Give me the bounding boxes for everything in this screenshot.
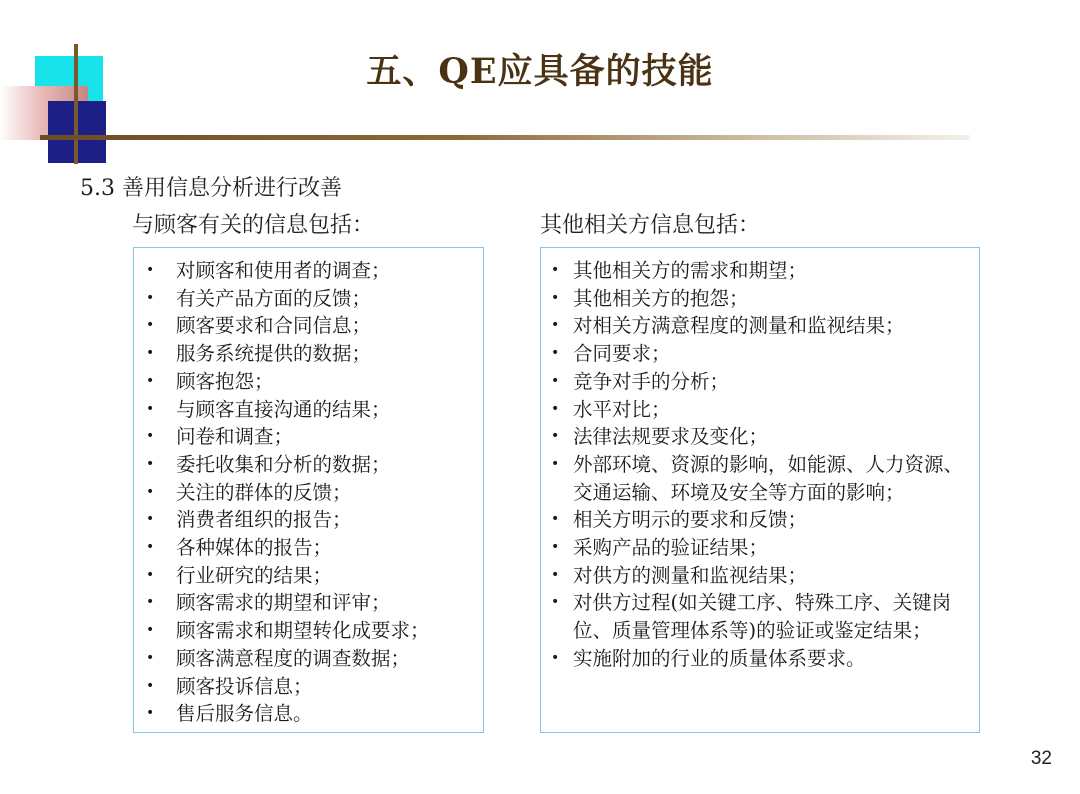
list-item-text: 关注的群体的反馈； — [176, 480, 352, 504]
bullet-icon: • — [551, 649, 560, 666]
list-item — [551, 396, 981, 424]
list-item — [144, 396, 479, 424]
list-item — [144, 479, 479, 507]
list-item — [144, 312, 479, 340]
section-subheading: 5.3 善用信息分析进行改善 — [80, 176, 342, 201]
list-item — [551, 645, 981, 673]
bullet-icon: • — [146, 372, 155, 389]
list-item — [551, 312, 981, 340]
list-item — [144, 617, 479, 645]
bullet-icon: • — [146, 400, 155, 417]
list-item — [144, 589, 479, 617]
bullet-icon: • — [551, 455, 560, 472]
bullet-icon: • — [146, 455, 155, 472]
list-item-text: 对供方过程(如关键工序、特殊工序、关键岗位、质量管理体系等)的验证或鉴定结果； — [573, 591, 952, 643]
list-item-text: 售后服务信息。 — [176, 702, 313, 726]
bullet-icon: • — [551, 511, 560, 528]
list-item-text: 与顾客直接沟通的结果； — [176, 397, 391, 421]
bullet-icon: • — [551, 594, 560, 611]
list-item — [551, 257, 981, 285]
list-item-text: 对供方的测量和监视结果； — [573, 563, 808, 587]
bullet-icon: • — [146, 622, 155, 639]
bullet-icon: • — [146, 345, 155, 362]
list-item — [144, 257, 479, 285]
bullet-icon: • — [551, 289, 560, 306]
list-item-text: 采购产品的验证结果； — [573, 536, 769, 560]
list-item-text: 竞争对手的分析； — [573, 369, 730, 393]
list-item-text: 相关方明示的要求和反馈； — [573, 508, 808, 532]
list-item-text: 水平对比； — [573, 397, 671, 421]
list-item — [144, 340, 479, 368]
list-item — [551, 506, 981, 534]
list-item — [144, 645, 479, 673]
list-item-text: 顾客投诉信息； — [176, 674, 313, 698]
bullet-icon: • — [146, 539, 155, 556]
list-item-text: 顾客需求和期望转化成要求； — [176, 619, 430, 643]
bullet-icon: • — [146, 649, 155, 666]
bullet-icon: • — [146, 289, 155, 306]
list-item — [144, 285, 479, 313]
list-item-text: 有关产品方面的反馈； — [176, 286, 372, 310]
list-item-text: 对相关方满意程度的测量和监视结果； — [573, 314, 905, 338]
list-item-text: 实施附加的行业的质量体系要求。 — [573, 646, 866, 670]
list-item-text: 合同要求； — [573, 342, 671, 366]
other-parties-info-heading: 其他相关方信息包括： — [540, 213, 761, 238]
list-item — [144, 451, 479, 479]
list-item-text: 顾客要求和合同信息； — [176, 314, 372, 338]
bullet-icon: • — [551, 345, 560, 362]
list-item — [551, 423, 981, 451]
customer-info-list — [144, 257, 479, 728]
list-item — [551, 368, 981, 396]
list-item-text: 顾客需求的期望和评审； — [176, 591, 391, 615]
bullet-icon: • — [551, 428, 560, 445]
list-item — [551, 562, 981, 590]
list-item — [551, 340, 981, 368]
list-item — [144, 534, 479, 562]
bullet-icon: • — [551, 566, 560, 583]
list-item-text: 各种媒体的报告； — [176, 536, 333, 560]
bullet-icon: • — [146, 594, 155, 611]
bullet-icon: • — [551, 539, 560, 556]
bullet-icon: • — [146, 705, 155, 722]
slide-title: 五、QE应具备的技能 — [366, 51, 714, 92]
page-number: 32 — [1030, 748, 1052, 769]
customer-info-box — [133, 247, 484, 733]
list-item — [144, 368, 479, 396]
bullet-icon: • — [551, 400, 560, 417]
list-item-text: 问卷和调查； — [176, 425, 294, 449]
bullet-icon: • — [146, 677, 155, 694]
list-item — [551, 451, 981, 506]
list-item-text: 其他相关方的抱怨； — [573, 286, 749, 310]
bullet-icon: • — [146, 483, 155, 500]
bullet-icon: • — [551, 262, 560, 278]
list-item-text: 外部环境、资源的影响，如能源、人力资源、交通运输、环境及安全等方面的影响； — [573, 452, 964, 504]
decor-horizontal-line — [40, 135, 970, 140]
customer-info-heading: 与顾客有关的信息包括： — [132, 213, 375, 238]
list-item-text: 行业研究的结果； — [176, 563, 333, 587]
bullet-icon: • — [146, 317, 155, 334]
list-item-text: 顾客抱怨； — [176, 369, 274, 393]
bullet-icon: • — [146, 566, 155, 583]
list-item — [144, 506, 479, 534]
bullet-icon: • — [146, 511, 155, 528]
list-item-text: 顾客满意程度的调查数据； — [176, 646, 411, 670]
list-item-text: 法律法规要求及变化； — [573, 425, 769, 449]
list-item-text: 委托收集和分析的数据； — [176, 452, 391, 476]
list-item-text: 服务系统提供的数据； — [176, 342, 372, 366]
list-item — [551, 589, 981, 644]
bullet-icon: • — [551, 372, 560, 389]
list-item — [144, 700, 479, 728]
list-item-text: 其他相关方的需求和期望； — [573, 259, 808, 282]
bullet-icon: • — [146, 428, 155, 445]
list-item — [551, 285, 981, 313]
list-item-text: 消费者组织的报告； — [176, 508, 352, 532]
other-parties-info-box — [540, 247, 980, 733]
other-parties-info-list — [551, 257, 975, 673]
list-item-text: 对顾客和使用者的调查； — [176, 259, 391, 282]
list-item — [144, 423, 479, 451]
bullet-icon: • — [551, 317, 560, 334]
list-item — [551, 534, 981, 562]
list-item — [144, 673, 479, 701]
list-item — [144, 562, 479, 590]
bullet-icon: • — [146, 262, 155, 278]
